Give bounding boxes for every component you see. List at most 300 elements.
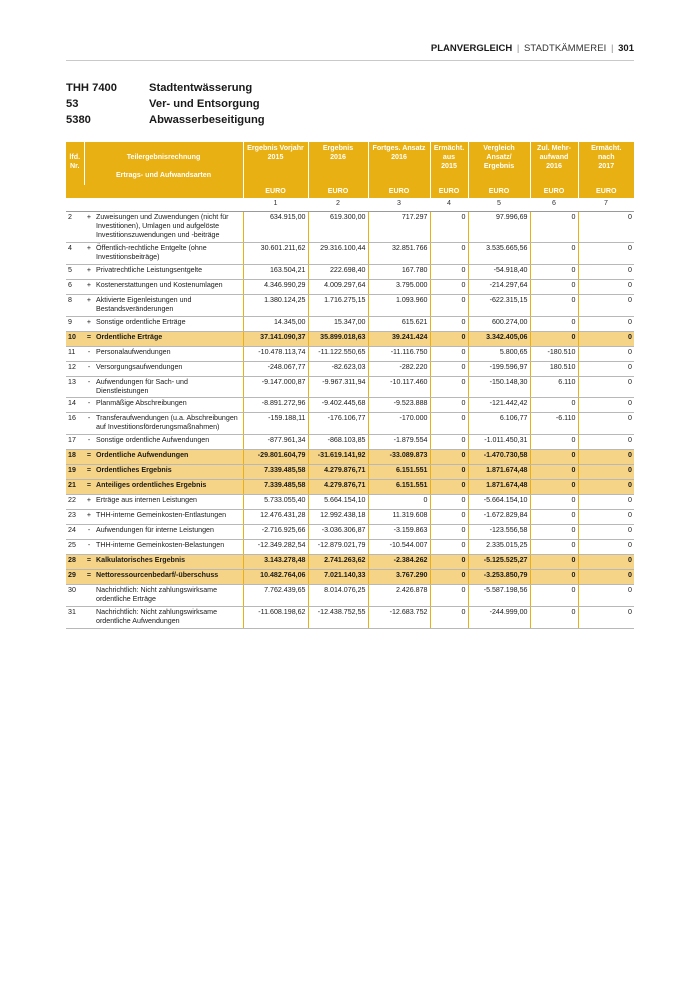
row-value: 3.767.290 <box>368 570 430 585</box>
column-number-spacer <box>66 198 243 212</box>
row-value: 0 <box>430 212 468 243</box>
header-separator: | <box>611 43 614 54</box>
row-value: -6.110 <box>530 413 578 435</box>
row-value: 0 <box>530 540 578 555</box>
row-value: 10.482.764,06 <box>243 570 308 585</box>
row-number: 4 <box>66 243 84 265</box>
row-label: Planmäßige Abschreibungen <box>94 398 243 413</box>
row-value: -12.879.021,79 <box>308 540 368 555</box>
row-value: 15.347,00 <box>308 317 368 332</box>
table-row <box>66 362 634 377</box>
table-row <box>66 465 634 480</box>
row-value: -121.442,42 <box>468 398 530 413</box>
row-value: 4.346.990,29 <box>243 280 308 295</box>
title-name: Ver- und Entsorgung <box>149 98 260 110</box>
row-value: 0 <box>430 495 468 510</box>
row-value: 0 <box>430 450 468 465</box>
row-value: 0 <box>578 435 634 450</box>
row-number: 13 <box>66 377 84 398</box>
row-value: 634.915,00 <box>243 212 308 243</box>
row-value: -10.478.113,74 <box>243 347 308 362</box>
row-sign: - <box>84 525 94 540</box>
header-lfd-nr-text: lfd. Nr. <box>69 153 81 170</box>
row-value: 0 <box>578 510 634 525</box>
page-number: 301 <box>618 43 634 54</box>
row-value: 37.141.090,37 <box>243 332 308 347</box>
row-value: 0 <box>430 413 468 435</box>
table-row <box>66 495 634 510</box>
row-number: 30 <box>66 585 84 607</box>
row-value: 0 <box>578 295 634 317</box>
header-ermaecht-aus <box>430 142 468 185</box>
row-value: 5.664.154,10 <box>308 495 368 510</box>
row-value: -11.122.550,65 <box>308 347 368 362</box>
row-value: 4.279.876,71 <box>308 465 368 480</box>
row-label: Ordentliches Ergebnis <box>94 465 243 480</box>
row-label: Nachrichtlich: Nicht zahlungswirksame ordentliche Erträge <box>94 585 243 607</box>
row-value: -54.918,40 <box>468 265 530 280</box>
row-value: -11.116.750 <box>368 347 430 362</box>
row-value: 0 <box>430 435 468 450</box>
row-label: Anteiliges ordentliches Ergebnis <box>94 480 243 495</box>
title-name: Stadtentwässerung <box>149 82 253 94</box>
row-value: 0 <box>530 607 578 629</box>
row-value: 0 <box>430 347 468 362</box>
row-value: 0 <box>430 332 468 347</box>
row-number: 14 <box>66 398 84 413</box>
header-teilergebnisrechnung-text: Teilergebnisrechnung Ertrags- und Aufwandsarten <box>115 153 212 179</box>
table-row <box>66 450 634 465</box>
row-value: 0 <box>578 332 634 347</box>
row-value: -2.384.262 <box>368 555 430 570</box>
row-value: 0 <box>430 585 468 607</box>
row-sign: - <box>84 347 94 362</box>
row-value: 167.780 <box>368 265 430 280</box>
row-value: 0 <box>368 495 430 510</box>
row-value: 1.093.960 <box>368 295 430 317</box>
row-value: 32.851.766 <box>368 243 430 265</box>
row-value: 0 <box>578 450 634 465</box>
row-label: Nettoressourcenbedarf/-überschuss <box>94 570 243 585</box>
row-label: Privatrechtliche Leistungsentgelte <box>94 265 243 280</box>
row-label: Aufwendungen für Sach- und Dienstleistungen <box>94 377 243 398</box>
row-value: 4.279.876,71 <box>308 480 368 495</box>
row-label: Kalkulatorisches Ergebnis <box>94 555 243 570</box>
row-value: 180.510 <box>530 362 578 377</box>
title-code: 5380 <box>66 114 91 126</box>
table-row <box>66 540 634 555</box>
row-number: 8 <box>66 295 84 317</box>
header-text: Ergebnis Vorjahr 2015 <box>247 144 304 161</box>
row-sign: + <box>84 280 94 295</box>
row-value: -12.438.752,55 <box>308 607 368 629</box>
row-sign: = <box>84 570 94 585</box>
row-value: 0 <box>430 480 468 495</box>
row-value: 0 <box>578 465 634 480</box>
row-value: 0 <box>578 607 634 629</box>
row-sign <box>84 607 94 629</box>
unit-label: EURO <box>530 185 578 198</box>
row-value: -3.036.306,87 <box>308 525 368 540</box>
row-value: 0 <box>578 413 634 435</box>
row-value: 0 <box>578 212 634 243</box>
column-number: 1 <box>243 198 308 212</box>
row-value: 0 <box>430 295 468 317</box>
row-value: -150.148,30 <box>468 377 530 398</box>
row-value: 0 <box>578 480 634 495</box>
row-number: 29 <box>66 570 84 585</box>
table-row <box>66 435 634 450</box>
page-header <box>66 42 634 61</box>
table-row <box>66 317 634 332</box>
header-ergebnis <box>308 142 368 185</box>
row-value: 0 <box>578 362 634 377</box>
unit-label: EURO <box>243 185 308 198</box>
row-number: 17 <box>66 435 84 450</box>
row-value: 0 <box>578 495 634 510</box>
row-value: 0 <box>530 585 578 607</box>
row-value: 29.316.100,44 <box>308 243 368 265</box>
title-code: 53 <box>66 98 79 110</box>
row-value: 0 <box>530 243 578 265</box>
column-number: 5 <box>468 198 530 212</box>
row-value: 7.762.439,65 <box>243 585 308 607</box>
row-value: 0 <box>530 265 578 280</box>
row-sign: - <box>84 435 94 450</box>
row-value: 2.426.878 <box>368 585 430 607</box>
row-number: 22 <box>66 495 84 510</box>
row-value: 5.800,65 <box>468 347 530 362</box>
row-value: -10.117.460 <box>368 377 430 398</box>
row-sign: + <box>84 212 94 243</box>
row-number: 23 <box>66 510 84 525</box>
row-label: Transferaufwendungen (u.a. Abschreibungen auf Investitionsförderungsmaßnahmen) <box>94 413 243 435</box>
table-row <box>66 377 634 398</box>
row-value: -5.664.154,10 <box>468 495 530 510</box>
table-body <box>66 212 634 629</box>
row-value: -170.000 <box>368 413 430 435</box>
row-value: -5.587.198,56 <box>468 585 530 607</box>
row-number: 19 <box>66 465 84 480</box>
table-row <box>66 398 634 413</box>
row-value: 0 <box>530 465 578 480</box>
title-row <box>66 80 466 96</box>
row-sign: - <box>84 362 94 377</box>
row-value: 1.716.275,15 <box>308 295 368 317</box>
row-value: -1.879.554 <box>368 435 430 450</box>
header-ergebnis-vorjahr <box>243 142 308 185</box>
row-sign: = <box>84 480 94 495</box>
row-value: -11.608.198,62 <box>243 607 308 629</box>
row-value: 0 <box>530 332 578 347</box>
row-value: -244.999,00 <box>468 607 530 629</box>
row-value: 0 <box>578 347 634 362</box>
row-value: -199.596,97 <box>468 362 530 377</box>
header-unit-spacer <box>66 185 243 198</box>
table-row <box>66 525 634 540</box>
row-value: -9.147.000,87 <box>243 377 308 398</box>
row-value: 0 <box>430 398 468 413</box>
row-label: Zuweisungen und Zuwendungen (nicht für Investitionen), Umlagen und aufgelöste Investitionszuwendungen und -beiträge <box>94 212 243 243</box>
row-sign <box>84 585 94 607</box>
row-label: Nachrichtlich: Nicht zahlungswirksame ordentliche Aufwendungen <box>94 607 243 629</box>
row-value: -622.315,15 <box>468 295 530 317</box>
row-value: 0 <box>530 450 578 465</box>
row-value: -3.159.863 <box>368 525 430 540</box>
row-value: 6.151.551 <box>368 465 430 480</box>
row-value: 0 <box>430 243 468 265</box>
row-label: Personalaufwendungen <box>94 347 243 362</box>
row-value: 222.698,40 <box>308 265 368 280</box>
row-value: 0 <box>578 280 634 295</box>
table-row <box>66 607 634 629</box>
row-number: 16 <box>66 413 84 435</box>
row-value: -868.103,85 <box>308 435 368 450</box>
row-value: 0 <box>430 510 468 525</box>
row-value: 717.297 <box>368 212 430 243</box>
row-value: -8.891.272,96 <box>243 398 308 413</box>
row-value: 0 <box>530 480 578 495</box>
table-row <box>66 555 634 570</box>
row-label: Aufwendungen für interne Leistungen <box>94 525 243 540</box>
row-value: -176.106,77 <box>308 413 368 435</box>
unit-label: EURO <box>368 185 430 198</box>
row-value: -82.623,03 <box>308 362 368 377</box>
unit-label: EURO <box>308 185 368 198</box>
row-label: Sonstige ordentliche Aufwendungen <box>94 435 243 450</box>
row-value: 7.339.485,58 <box>243 480 308 495</box>
row-value: 7.021.140,33 <box>308 570 368 585</box>
row-value: 6.151.551 <box>368 480 430 495</box>
row-value: 0 <box>578 317 634 332</box>
row-label: Kostenerstattungen und Kostenumlagen <box>94 280 243 295</box>
row-number: 28 <box>66 555 84 570</box>
row-sign: + <box>84 295 94 317</box>
row-number: 18 <box>66 450 84 465</box>
row-value: -9.967.311,94 <box>308 377 368 398</box>
row-label: Aktivierte Eigenleistungen und Bestandsveränderungen <box>94 295 243 317</box>
row-value: 0 <box>578 243 634 265</box>
row-sign: = <box>84 450 94 465</box>
unit-label: EURO <box>468 185 530 198</box>
header-ermaecht-nach <box>578 142 634 185</box>
row-value: -29.801.604,79 <box>243 450 308 465</box>
table-row <box>66 570 634 585</box>
row-value: 1.871.674,48 <box>468 465 530 480</box>
row-value: 0 <box>530 212 578 243</box>
header-text: Ermächt. aus 2015 <box>433 144 465 170</box>
title-row <box>66 96 466 112</box>
row-value: -33.089.873 <box>368 450 430 465</box>
row-value: -9.402.445,68 <box>308 398 368 413</box>
row-value: 615.621 <box>368 317 430 332</box>
title-row <box>66 112 466 128</box>
column-number: 7 <box>578 198 634 212</box>
header-text: Ermächt. nach 2017 <box>591 144 622 170</box>
row-label: THH-interne Gemeinkosten-Belastungen <box>94 540 243 555</box>
row-value: 97.996,69 <box>468 212 530 243</box>
row-value: 0 <box>430 265 468 280</box>
row-value: 0 <box>530 555 578 570</box>
column-number: 3 <box>368 198 430 212</box>
row-number: 31 <box>66 607 84 629</box>
row-value: 0 <box>430 525 468 540</box>
row-value: -31.619.141,92 <box>308 450 368 465</box>
row-value: -1.672.829,84 <box>468 510 530 525</box>
row-number: 10 <box>66 332 84 347</box>
row-value: 0 <box>430 540 468 555</box>
row-value: 0 <box>530 495 578 510</box>
row-value: 14.345,00 <box>243 317 308 332</box>
row-value: 0 <box>578 398 634 413</box>
row-value: 2.741.263,62 <box>308 555 368 570</box>
table-row <box>66 265 634 280</box>
row-value: -12.349.282,54 <box>243 540 308 555</box>
row-value: 3.143.278,48 <box>243 555 308 570</box>
table-row <box>66 413 634 435</box>
header-vergleich <box>468 142 530 185</box>
column-number-row <box>66 198 634 212</box>
header-text: Zul. Mehr- aufwand 2016 <box>537 144 571 170</box>
row-value: 3.535.665,56 <box>468 243 530 265</box>
row-value: 0 <box>530 295 578 317</box>
row-value: -1.011.450,31 <box>468 435 530 450</box>
row-value: -159.188,11 <box>243 413 308 435</box>
header-teilergebnisrechnung <box>84 142 243 185</box>
row-value: 12.992.438,18 <box>308 510 368 525</box>
row-value: 5.733.055,40 <box>243 495 308 510</box>
row-value: 0 <box>530 317 578 332</box>
row-number: 21 <box>66 480 84 495</box>
row-value: -1.470.730,58 <box>468 450 530 465</box>
row-sign: = <box>84 465 94 480</box>
row-value: 4.009.297,64 <box>308 280 368 295</box>
row-number: 24 <box>66 525 84 540</box>
header-section-title: PLANVERGLEICH <box>430 43 513 54</box>
row-number: 9 <box>66 317 84 332</box>
row-value: 30.601.211,62 <box>243 243 308 265</box>
row-number: 12 <box>66 362 84 377</box>
table-row <box>66 480 634 495</box>
table-row <box>66 295 634 317</box>
table-row <box>66 585 634 607</box>
row-value: 0 <box>530 510 578 525</box>
row-value: 0 <box>578 265 634 280</box>
row-label: Öffentlich-rechtliche Entgelte (ohne Investitionsbeiträge) <box>94 243 243 265</box>
table-row <box>66 347 634 362</box>
header-fortges-ansatz <box>368 142 430 185</box>
row-value: 0 <box>530 570 578 585</box>
row-value: 1.871.674,48 <box>468 480 530 495</box>
row-value: 12.476.431,28 <box>243 510 308 525</box>
header-text: Ergebnis 2016 <box>322 144 354 161</box>
row-value: -2.716.925,66 <box>243 525 308 540</box>
header-text: Fortges. Ansatz 2016 <box>372 144 426 161</box>
table-row <box>66 510 634 525</box>
row-sign: = <box>84 555 94 570</box>
row-sign: + <box>84 495 94 510</box>
row-value: 0 <box>578 377 634 398</box>
row-value: 11.319.608 <box>368 510 430 525</box>
row-value: 0 <box>430 362 468 377</box>
header-separator: | <box>516 43 520 54</box>
row-value: -10.544.007 <box>368 540 430 555</box>
unit-label: EURO <box>430 185 468 198</box>
row-label: Ordentliche Aufwendungen <box>94 450 243 465</box>
row-value: 8.014.076,25 <box>308 585 368 607</box>
row-sign: - <box>84 377 94 398</box>
row-number: 5 <box>66 265 84 280</box>
row-label: Erträge aus internen Leistungen <box>94 495 243 510</box>
row-value: 619.300,00 <box>308 212 368 243</box>
row-value: 2.335.015,25 <box>468 540 530 555</box>
title-name: Abwasserbeseitigung <box>149 114 265 126</box>
row-value: 0 <box>530 398 578 413</box>
row-number: 11 <box>66 347 84 362</box>
row-value: 163.504,21 <box>243 265 308 280</box>
row-value: 600.274,00 <box>468 317 530 332</box>
row-value: 0 <box>430 555 468 570</box>
row-value: -5.125.525,27 <box>468 555 530 570</box>
table-row <box>66 243 634 265</box>
row-sign: + <box>84 317 94 332</box>
row-label: Sonstige ordentliche Erträge <box>94 317 243 332</box>
row-value: 6.110 <box>530 377 578 398</box>
column-number: 4 <box>430 198 468 212</box>
column-number: 2 <box>308 198 368 212</box>
row-value: -123.556,58 <box>468 525 530 540</box>
row-label: Versorgungsaufwendungen <box>94 362 243 377</box>
header-text: Vergleich Ansatz/ Ergebnis <box>483 144 515 170</box>
row-value: 6.106,77 <box>468 413 530 435</box>
column-number: 6 <box>530 198 578 212</box>
unit-label: EURO <box>578 185 634 198</box>
row-value: -214.297,64 <box>468 280 530 295</box>
row-value: 39.241.424 <box>368 332 430 347</box>
header-department: STADTKÄMMEREI <box>523 43 607 54</box>
row-number: 25 <box>66 540 84 555</box>
row-value: -12.683.752 <box>368 607 430 629</box>
row-number: 6 <box>66 280 84 295</box>
row-label: THH-interne Gemeinkosten-Entlastungen <box>94 510 243 525</box>
row-value: 0 <box>578 555 634 570</box>
row-value: 0 <box>430 280 468 295</box>
row-value: -180.510 <box>530 347 578 362</box>
row-value: 0 <box>578 525 634 540</box>
row-value: 0 <box>530 525 578 540</box>
plan-comparison-table <box>66 142 634 629</box>
row-value: -282.220 <box>368 362 430 377</box>
row-value: -3.253.850,79 <box>468 570 530 585</box>
row-sign: - <box>84 540 94 555</box>
document-titles <box>66 80 466 128</box>
row-label: Ordentliche Erträge <box>94 332 243 347</box>
row-sign: - <box>84 413 94 435</box>
row-value: 0 <box>530 435 578 450</box>
row-value: 3.342.405,06 <box>468 332 530 347</box>
row-sign: = <box>84 332 94 347</box>
row-value: 0 <box>578 585 634 607</box>
row-value: 0 <box>430 377 468 398</box>
table-row <box>66 280 634 295</box>
row-value: 0 <box>430 317 468 332</box>
row-sign: + <box>84 243 94 265</box>
row-sign: + <box>84 265 94 280</box>
table-row <box>66 212 634 243</box>
row-value: 0 <box>530 280 578 295</box>
row-value: 1.380.124,25 <box>243 295 308 317</box>
header-zul-mehraufwand <box>530 142 578 185</box>
